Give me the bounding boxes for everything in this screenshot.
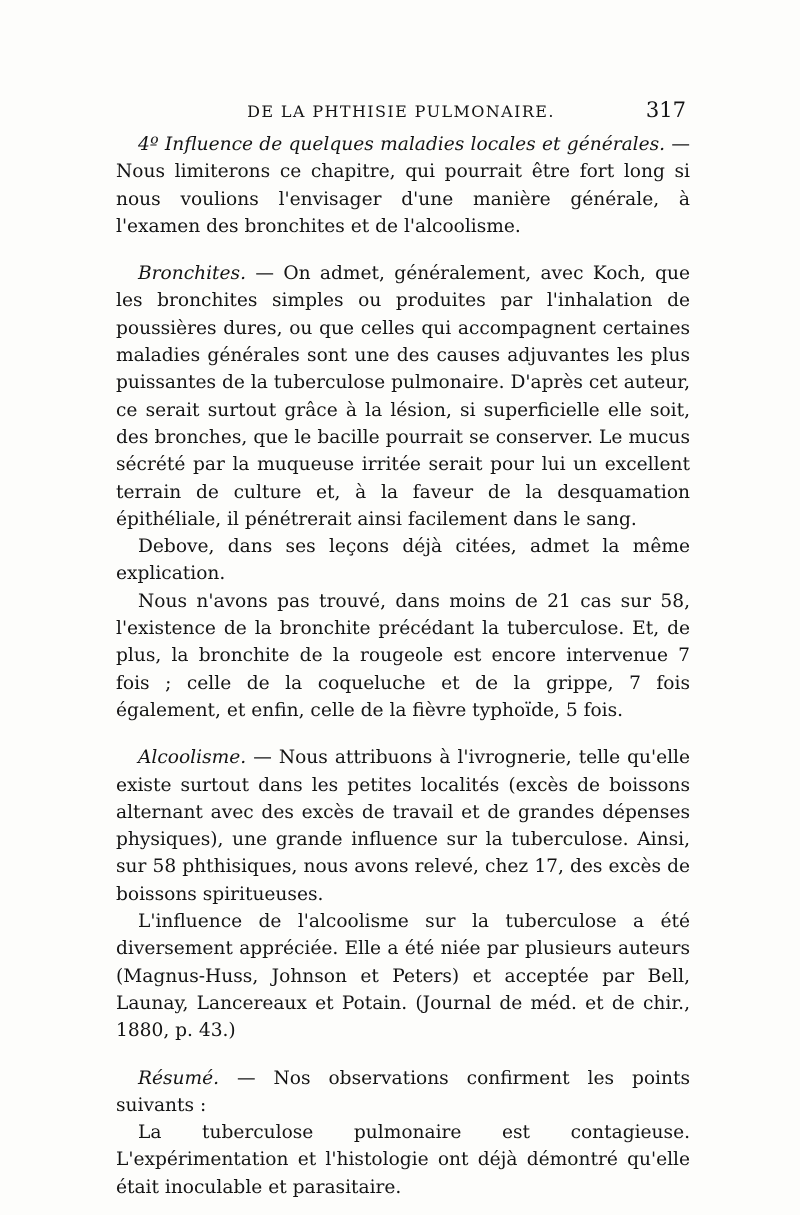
paragraph-influence (116, 131, 690, 240)
paragraph-text: L'influence de l'alcoolisme sur la tuberculose a été diversement appréciée. Elle a été niée par plusieurs auteurs (Magnus-Huss, Johnson et Peters) et acceptée par Bell, Launay, Lancereaux et Potain. (Journal de méd. et de chir., 1880, p. 43.) (116, 911, 690, 1042)
paragraph-debove (116, 533, 690, 588)
paragraph-text: — Nos observations confirment les points suivants : (116, 1067, 690, 1116)
paragraph-text: La tuberculose pulmonaire est contagieuse. L'expérimentation et l'histologie ont déjà démontré qu'elle était inoculable et parasitaire. (116, 1122, 690, 1198)
paragraph-text: — Nous attribuons à l'ivrognerie, telle qu'elle existe surtout dans les petites localités (excès de boissons alternant avec des excès de travail et de grandes dépenses physiques), une grande influence sur la tuberculose. Ainsi, sur 58 phthisiques, nous avons relevé, chez 17, des excès de boissons spiritueuses. (116, 747, 690, 905)
section-heading-bronchites: Bronchites. (138, 263, 246, 285)
page-header (116, 98, 686, 128)
paragraph-statistics (116, 588, 690, 724)
paragraph-text: — Nous limiterons ce chapitre, qui pourrait être fort long si nous voulions l'envisager d'une manière générale, à l'examen des bronchites et de l'alcoolisme. (116, 134, 690, 237)
paragraph-text: — On admet, généralement, avec Koch, que les bronchites simples ou produites par l'inhalation de poussières dures, ou que celles qui accompagnent certaines maladies générales sont une des causes adjuvantes les plus puissantes de la tuberculose pulmonaire. D'après cet auteur, ce serait surtout grâce à la lésion, si superficielle elle soit, des bronches, que le bacille pourrait se conserver. Le mucus sécrété par la muqueuse irritée serait pour lui un excellent terrain de culture et, à la faveur de la desquamation épithéliale, il pénétrerait ainsi facilement dans le sang. (116, 263, 690, 530)
running-title: DE LA PHTHISIE PULMONAIRE. (247, 102, 555, 121)
page-number: 317 (645, 98, 686, 122)
paragraph-bronchites (116, 260, 690, 533)
body-text (116, 131, 690, 1201)
section-heading-alcoolisme: Alcoolisme. (138, 747, 247, 769)
section-heading-resume: Résumé. (138, 1067, 220, 1089)
paragraph-resume (116, 1065, 690, 1120)
paragraph-conclusion (116, 1119, 690, 1201)
paragraph-alcoolisme (116, 744, 690, 908)
paragraph-text: Nous n'avons pas trouvé, dans moins de 21 cas sur 58, l'existence de la bronchite précédant la tuberculose. Et, de plus, la bronchite de la rougeole est encore intervenue 7 fois ; celle de la coqueluche et de la grippe, 7 fois également, et enfin, celle de la fièvre typhoïde, 5 fois. (116, 590, 690, 721)
paragraph-influence-alcool (116, 908, 690, 1044)
paragraph-text: Debove, dans ses leçons déjà citées, admet la même explication. (116, 536, 690, 585)
section-heading-influence: 4º Influence de quelques maladies locales et générales. (138, 134, 666, 155)
